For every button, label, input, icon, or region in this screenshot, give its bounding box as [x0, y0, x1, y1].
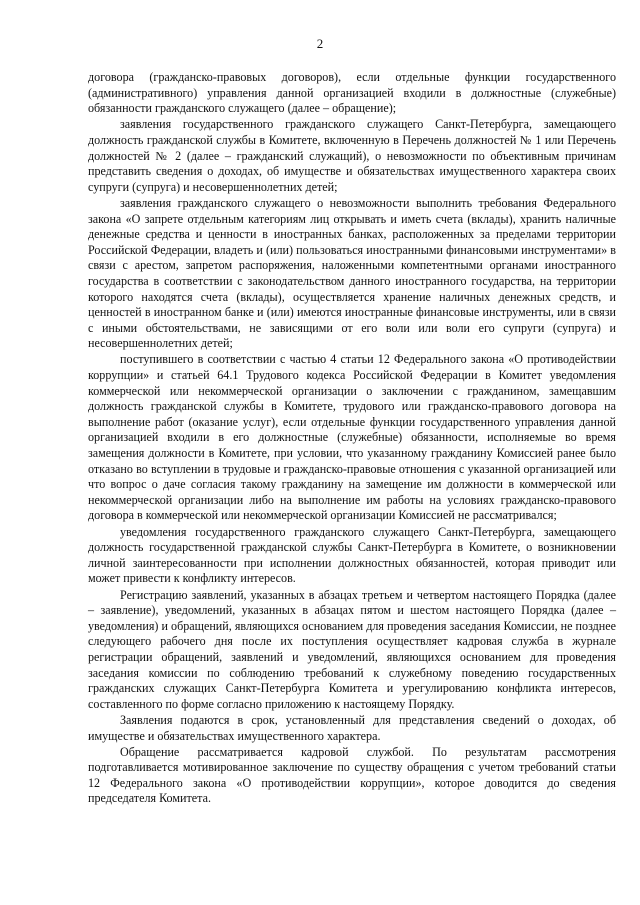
paragraph-statement-spouse-income: заявления государственного гражданского служащего Санкт-Петербурга, замещающего должность гражданской службы в Комитете, включенную в Перечень должностей № 1 или Перечень должностей № 2 (далее – гражданский служащий), о невозможности по объективным причинам представить сведения о доходах, об имуществе и обязательствах имущественного характера своих супруги (супруга) и несовершеннолетних детей;	[88, 117, 616, 194]
paragraph-employer-notification: поступившего в соответствии с частью 4 статьи 12 Федерального закона «О противодействии коррупции» и статьей 64.1 Трудового кодекса Российской Федерации в Комитет уведомления коммерческой или некоммерческой организации о заключении с гражданином, замещавшим должность гражданской службы в Комитете, трудового или гражданско-правового договора на выполнение работ (оказание услуг), если отдельные функции государственного управления данной организацией входили в его должностные (служебные) обязанности, исполняемые во время замещения должности в Комитете, при условии, что указанному гражданину Комиссией ранее было отказано во вступлении в трудовые и гражданско-правовые отношения с указанной организацией или что вопрос о даче согласия такому гражданину на замещение им должности в коммерческой или некоммерческой организации либо на выполнение им работы на условиях гражданско-правового договора в коммерческой или некоммерческой организации Комиссией не рассматривался;	[88, 352, 616, 523]
document-body	[88, 70, 616, 808]
paragraph-conflict-of-interest-notice: уведомления государственного гражданского служащего Санкт-Петербурга, замещающего должность государственной гражданской службы Санкт-Петербурга в Комитете, о возникновении личной заинтересованности при исполнении должностных обязанностей, которая приводит или может привести к конфликту интересов.	[88, 524, 616, 586]
paragraph-submission-deadline: Заявления подаются в срок, установленный для представления сведений о доходах, об имуществе и обязательствах имущественного характера.	[88, 712, 616, 743]
paragraph-review: Обращение рассматривается кадровой службой. По результатам рассмотрения подготавливается мотивированное заключение по существу обращения с учетом требований статьи 12 Федерального закона «О противодействии коррупции», которое доводится до сведения председателя Комитета.	[88, 744, 616, 806]
page-number: 2	[316, 36, 324, 51]
paragraph-statement-foreign-accounts: заявления гражданского служащего о невозможности выполнить требования Федерального закона «О запрете отдельным категориям лиц открывать и иметь счета (вклады), хранить наличные денежные средства и ценности в иностранных банках, расположенных за пределами территории Российской Федерации, владеть и (или) пользоваться иностранными финансовыми инструментами» в связи с арестом, запретом распоряжения, наложенными компетентными органами иностранного государства в соответствии с законодательством данного иностранного государства, на территории которого находятся счета (вклады), осуществляется хранение наличных денежных средств, и ценностей в иностранном банке и (или) имеются иностранные финансовые инструменты, или в связи с иными обстоятельствами, не зависящими от его воли или воли его супруги (супруга) и несовершеннолетних детей;	[88, 195, 616, 351]
paragraph-registration: Регистрацию заявлений, указанных в абзацах третьем и четвертом настоящего Порядка (далее – заявление), уведомлений, указанных в абзацах пятом и шестом настоящего Порядка (далее – уведомления) и обращений, являющихся основанием для проведения заседания Комиссии, не позднее следующего рабочего дня после их поступления осуществляет кадровая служба в журнале регистрации обращений, заявлений и уведомлений, являющихся основанием для проведения заседания комиссии по соблюдению требований к служебному поведению государственных гражданских служащих Санкт-Петербурга Комитета и урегулированию конфликта интересов, составленного по форме согласно приложению к настоящему Порядку.	[88, 587, 616, 711]
paragraph-continuation: договора (гражданско-правовых договоров), если отдельные функции государственного (административного) управления данной организацией входили в должностные (служебные) обязанности гражданского служащего (далее – обращение);	[88, 70, 616, 116]
